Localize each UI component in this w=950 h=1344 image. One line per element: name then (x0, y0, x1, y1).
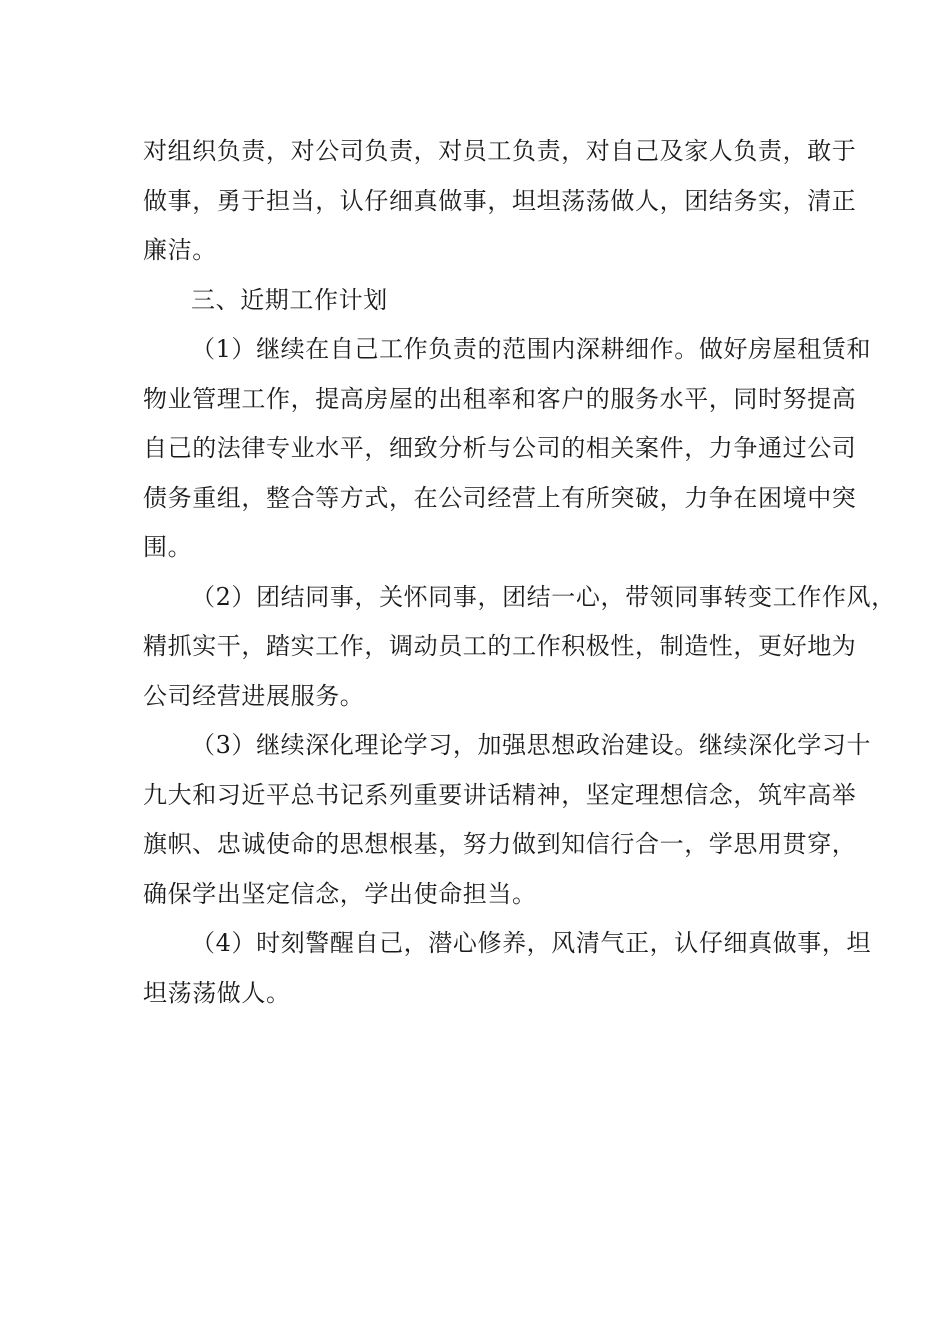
text-line: 确保学出坚定信念，学出使命担当。 (143, 879, 537, 908)
text-line: 公司经营进展服务。 (143, 681, 365, 710)
paragraph-responsibility (143, 127, 857, 276)
text-line: 对组织负责，对公司负责，对员工负责，对自己及家人负责，敢于 (143, 137, 857, 165)
paragraph-plan-4 (143, 919, 872, 1018)
text-line: 九大和习近平总书记系列重要讲话精神，坚定理想信念，筑牢高举 (143, 780, 857, 809)
text-line: 做事，勇于担当，认仔细真做事，坦坦荡荡做人，团结务实，清正 (143, 186, 857, 215)
text-line: （4）时刻警醒自己，潜心修养，风清气正，认仔细真做事，坦 (191, 929, 872, 957)
text-line: 廉洁。 (143, 236, 217, 264)
document-page (143, 127, 896, 1018)
text-line: （1）继续在自己工作负责的范围内深耕细作。做好房屋租赁和 (191, 335, 872, 363)
paragraph-plan-2 (143, 573, 896, 722)
paragraph-plan-3 (143, 721, 872, 919)
text-line: 精抓实干，踏实工作，调动员工的工作积极性，制造性，更好地为 (143, 632, 857, 660)
text-line: 自己的法律专业水平，细致分析与公司的相关案件，力争通过公司 (143, 434, 857, 462)
text-line: 围。 (143, 533, 193, 561)
heading-text: 三、近期工作计划 (191, 285, 388, 314)
paragraph-plan-1 (143, 325, 872, 573)
text-line: 物业管理工作，提高房屋的出租率和客户的服务水平，同时努提高 (143, 384, 857, 413)
section-heading-work-plan (143, 276, 808, 326)
text-line: （3）继续深化理论学习，加强思想政治建设。继续深化学习十 (191, 731, 872, 759)
text-line: （2）团结同事，关怀同事，团结一心，带领同事转变工作作风， (191, 582, 896, 611)
text-line: 旗帜、忠诚使命的思想根基，努力做到知信行合一，学思用贯穿， (143, 830, 857, 858)
text-line: 债务重组，整合等方式，在公司经营上有所突破，力争在困境中突 (143, 483, 857, 512)
text-line: 坦荡荡做人。 (143, 978, 291, 1007)
